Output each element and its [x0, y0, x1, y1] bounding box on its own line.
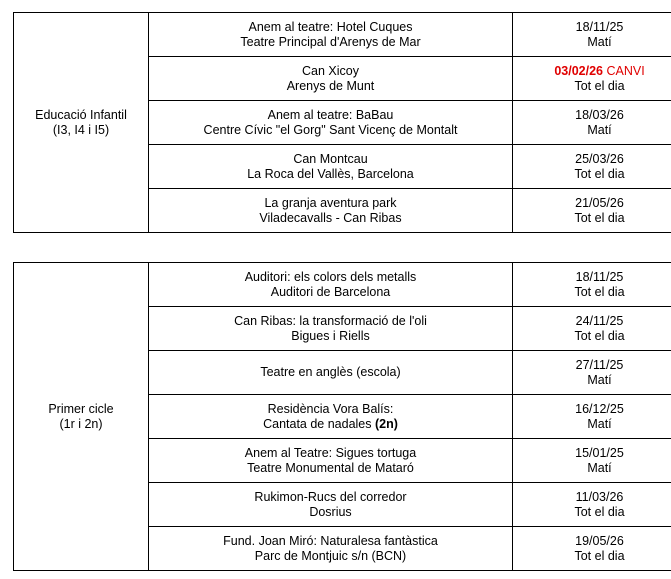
activity-date: 15/01/25 [575, 445, 624, 460]
activity-title: Auditori: els colors dels metalls [244, 269, 417, 284]
activity-date: 16/12/25 [575, 401, 624, 416]
activity-cell [149, 439, 513, 483]
stage-groups: (I3, I4 i I5) [52, 122, 110, 137]
stage-cell [14, 263, 149, 571]
activity-location: Auditori de Barcelona [270, 284, 391, 299]
activity-time: Tot el dia [574, 548, 625, 563]
activity-title: Can Xicoy [302, 63, 359, 78]
date-cell [513, 351, 671, 395]
activity-cell [149, 13, 513, 57]
activity-cell [149, 351, 513, 395]
activity-title: Anem al Teatre: Sigues tortuga [244, 445, 417, 460]
location-group-bold: (2n) [374, 416, 398, 431]
location-text: Cantata de nadales [263, 416, 375, 431]
activity-location: Centre Cívic "el Gorg" Sant Vicenç de Montalt [203, 122, 458, 137]
date-cell [513, 439, 671, 483]
activity-location: La Roca del Vallès, Barcelona [247, 166, 414, 181]
activity-title: Anem al teatre: Hotel Cuques [248, 19, 413, 34]
activity-date: 18/03/26 [575, 107, 624, 122]
activity-title: Teatre en anglès (escola) [260, 365, 401, 379]
activity-title: Can Ribas: la transformació de l'oli [234, 313, 427, 328]
activity-date: 27/11/25 [575, 357, 624, 372]
activity-date: 24/11/25 [575, 313, 624, 328]
activity-date: 19/05/26 [575, 533, 624, 548]
activity-cell [149, 101, 513, 145]
activity-location: Viladecavalls - Can Ribas [259, 210, 402, 225]
activity-location: Arenys de Munt [286, 78, 375, 93]
table-row [14, 263, 671, 307]
activity-date: 18/11/25 [575, 19, 624, 34]
activity-title: Rukimon-Rucs del corredor [254, 489, 407, 504]
date-cell [513, 189, 671, 233]
activity-location: Bigues i Riells [291, 328, 370, 343]
date-cell [513, 57, 671, 101]
activity-cell [149, 483, 513, 527]
stage-name: Educació Infantil [35, 107, 127, 122]
activity-cell [149, 263, 513, 307]
activity-time: Tot el dia [574, 210, 625, 225]
activity-title: La granja aventura park [264, 195, 397, 210]
activity-time: Tot el dia [574, 328, 625, 343]
activity-location: Parc de Montjuic s/n (BCN) [254, 548, 407, 563]
activity-cell [149, 307, 513, 351]
activity-cell [149, 527, 513, 571]
primer-cicle-schedule-table [13, 262, 671, 571]
date-cell [513, 483, 671, 527]
infantil-schedule-table [13, 12, 671, 233]
activity-time: Matí [587, 372, 612, 387]
activity-time: Matí [587, 34, 612, 49]
activity-time: Matí [587, 460, 612, 475]
activity-cell [149, 145, 513, 189]
date-cell [513, 263, 671, 307]
activity-time: Matí [587, 122, 612, 137]
stage-cell [14, 13, 149, 233]
activity-cell [149, 57, 513, 101]
activity-title: Anem al teatre: BaBau [267, 107, 394, 122]
change-note: CANVI [606, 63, 645, 78]
activity-cell [149, 395, 513, 439]
activity-time: Matí [587, 416, 612, 431]
activity-title: Fund. Joan Miró: Naturalesa fantàstica [223, 533, 438, 548]
stage-groups: (1r i 2n) [59, 416, 103, 431]
activity-time: Tot el dia [574, 166, 625, 181]
activity-location: Teatre Monumental de Mataró [247, 460, 414, 475]
activity-date: 03/02/26 [554, 63, 603, 78]
activity-date: 21/05/26 [575, 195, 624, 210]
changed-date-line [517, 64, 671, 79]
activity-cell [149, 189, 513, 233]
activity-location [153, 417, 508, 432]
date-cell [513, 307, 671, 351]
date-cell [513, 13, 671, 57]
activity-title: Can Montcau [293, 151, 368, 166]
stage-name: Primer cicle [48, 401, 114, 416]
table-row [14, 13, 671, 57]
activity-time: Tot el dia [574, 78, 625, 93]
activity-title: Residència Vora Balís: [267, 401, 394, 416]
date-cell [513, 527, 671, 571]
activity-date: 25/03/26 [575, 151, 624, 166]
activity-location: Dosrius [309, 504, 352, 519]
date-cell [513, 101, 671, 145]
activity-location: Teatre Principal d'Arenys de Mar [240, 34, 421, 49]
date-cell [513, 145, 671, 189]
activity-time: Tot el dia [574, 284, 625, 299]
activity-date: 11/03/26 [575, 489, 624, 504]
activity-date: 18/11/25 [575, 269, 624, 284]
date-cell [513, 395, 671, 439]
activity-time: Tot el dia [574, 504, 625, 519]
